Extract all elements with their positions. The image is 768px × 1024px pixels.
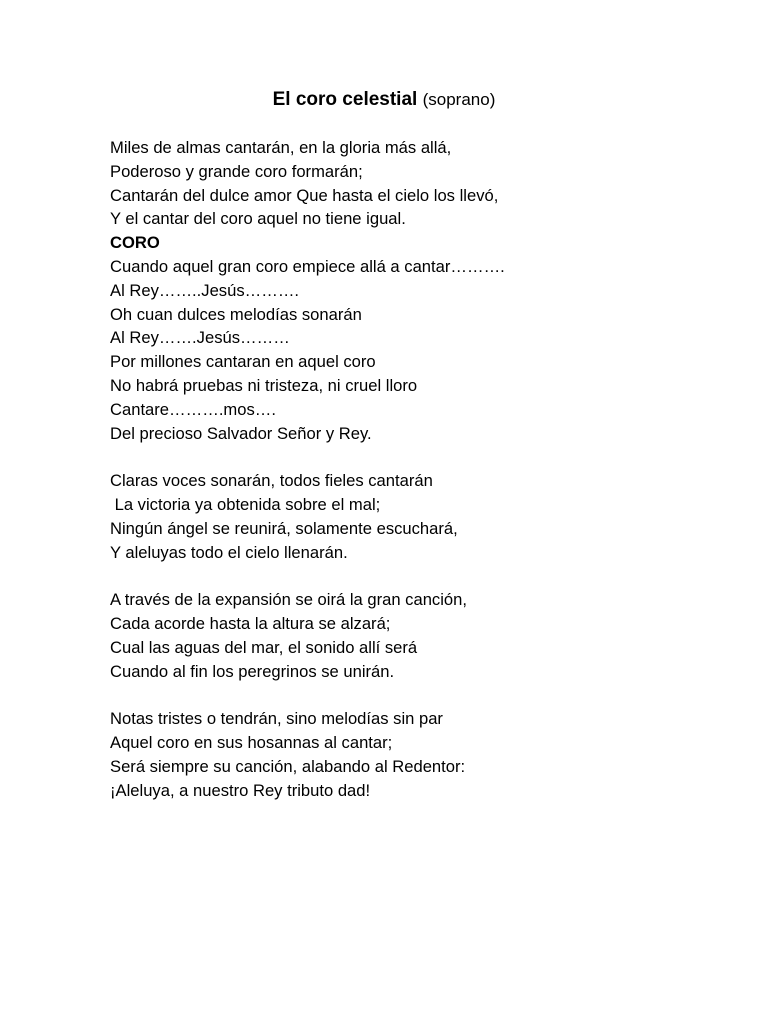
lyric-line: Oh cuan dulces melodías sonarán bbox=[110, 304, 362, 324]
lyric-line: Aquel coro en sus hosannas al cantar; bbox=[110, 732, 393, 752]
lyric-line: Cada acorde hasta la altura se alzará; bbox=[110, 613, 391, 633]
lyric-line: Cuando aquel gran coro empiece allá a cantar………. bbox=[110, 256, 505, 276]
lyric-line: Al Rey…….Jesús……… bbox=[110, 328, 290, 348]
lyric-line: Será siempre su canción, alabando al Redentor: bbox=[110, 756, 466, 776]
lyric-line: Cantarán del dulce amor Que hasta el cielo los llevó, bbox=[110, 185, 499, 205]
stanza-spacer bbox=[110, 564, 730, 588]
chorus bbox=[110, 231, 730, 445]
lyric-line: Y el cantar del coro aquel no tiene igual. bbox=[110, 209, 406, 229]
stanza-spacer bbox=[110, 683, 730, 707]
document-title bbox=[0, 88, 768, 112]
stanza-3 bbox=[110, 588, 730, 683]
lyric-line: Al Rey……..Jesús………. bbox=[110, 280, 300, 300]
lyric-line: Poderoso y grande coro formarán; bbox=[110, 161, 363, 181]
chorus-heading: CORO bbox=[110, 233, 160, 253]
lyric-line: Claras voces sonarán, todos fieles cantarán bbox=[110, 471, 433, 491]
lyric-line: Del precioso Salvador Señor y Rey. bbox=[110, 423, 372, 443]
lyric-line: A través de la expansión se oirá la gran canción, bbox=[110, 590, 467, 610]
lyric-line: La victoria ya obtenida sobre el mal; bbox=[110, 494, 381, 514]
lyric-line: Y aleluyas todo el cielo llenarán. bbox=[110, 542, 348, 562]
lyric-line: Cuando al fin los peregrinos se unirán. bbox=[110, 661, 395, 681]
lyric-line: Cantare……….mos…. bbox=[110, 399, 276, 419]
stanza-1 bbox=[110, 136, 730, 231]
stanza-4 bbox=[110, 707, 730, 802]
lyric-line: No habrá pruebas ni tristeza, ni cruel lloro bbox=[110, 375, 418, 395]
lyric-line: Notas tristes o tendrán, sino melodías sin par bbox=[110, 709, 443, 729]
stanza-2 bbox=[110, 469, 730, 564]
lyric-line: Por millones cantaran en aquel coro bbox=[110, 352, 376, 372]
title-main: El coro celestial bbox=[272, 89, 418, 110]
title-voice-part: (soprano) bbox=[422, 90, 496, 109]
lyric-line: Cual las aguas del mar, el sonido allí será bbox=[110, 637, 418, 657]
lyrics-body bbox=[110, 136, 730, 802]
lyric-line: Miles de almas cantarán, en la gloria más allá, bbox=[110, 138, 452, 157]
lyric-line: Ningún ángel se reunirá, solamente escuchará, bbox=[110, 518, 458, 538]
stanza-spacer bbox=[110, 445, 730, 469]
lyric-line: ¡Aleluya, a nuestro Rey tributo dad! bbox=[110, 780, 371, 800]
